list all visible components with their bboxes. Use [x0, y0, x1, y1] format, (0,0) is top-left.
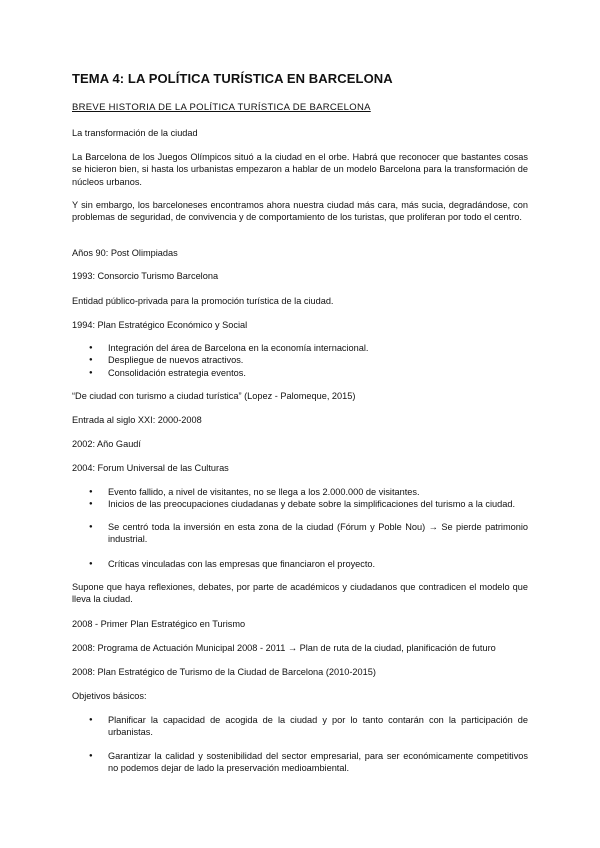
list-item: ● Se centró toda la inversión en esta zona de la ciudad (Fórum y Poble Nou) → Se pierde patrimonio industrial. [72, 521, 528, 546]
quote-line: “De ciudad con turismo a ciudad turística” (Lopez - Palomeque, 2015) [72, 391, 356, 401]
supone-paragraph: Supone que haya reflexiones, debates, por parte de académicos y ciudadanos que contradicen el modelo que lleva la ciudad. [72, 582, 528, 605]
forum-list-continued [72, 521, 528, 546]
plan-2008-line: 2008: Plan Estratégico de Turismo de la Ciudad de Barcelona (2010-2015) [72, 667, 376, 677]
list-item: ● Críticas vinculadas con las empresas que financiaron el proyecto. [72, 558, 528, 570]
plan-1994-list [72, 342, 528, 379]
objetivos-list-continued [72, 750, 528, 775]
list-item: ● Consolidación estrategia eventos. [72, 367, 528, 379]
list-item: ● Planificar la capacidad de acogida de la ciudad y por lo tanto contarán con la participación de urbanistas. [72, 714, 528, 739]
primer-plan-line: 2008 - Primer Plan Estratégico en Turismo [72, 619, 246, 629]
programa-line: 2008: Programa de Actuación Municipal 2008 - 2011 → Plan de ruta de la ciudad, planificación de futuro [72, 643, 496, 653]
gaudi-line: 2002: Año Gaudí [72, 439, 141, 449]
list-item: ● Evento fallido, a nivel de visitantes, no se llega a los 2.000.000 de visitantes. [72, 486, 528, 498]
consorcio-line: 1993: Consorcio Turismo Barcelona [72, 271, 219, 281]
list-item: ● Integración del área de Barcelona en la economía internacional. [72, 342, 528, 354]
forum-list [72, 486, 528, 511]
plan-1994-line: 1994: Plan Estratégico Económico y Social [72, 320, 248, 330]
section-heading: La transformación de la ciudad [72, 128, 198, 138]
forum-line: 2004: Forum Universal de las Culturas [72, 463, 229, 473]
list-item: ● Despliegue de nuevos atractivos. [72, 354, 528, 366]
document-title: TEMA 4: LA POLÍTICA TURÍSTICA EN BARCELONA [72, 71, 393, 86]
list-item: ● Inicios de las preocupaciones ciudadanas y debate sobre la simplificaciones del turismo a la ciudad. [72, 498, 528, 510]
forum-list-last [72, 558, 528, 570]
intro-paragraph-2: Y sin embargo, los barceloneses encontramos ahora nuestra ciudad más cara, más sucia, degradándose, con problemas de seguridad, de convivencia y de comportamiento de los turistas, que proliferan por todo el centro. [72, 200, 528, 223]
entrada-line: Entrada al siglo XXI: 2000-2008 [72, 415, 202, 425]
years-90-line: Años 90: Post Olimpiadas [72, 248, 178, 258]
section-subtitle: BREVE HISTORIA DE LA POLÍTICA TURÍSTICA DE BARCELONA [72, 102, 371, 113]
objetivos-list [72, 714, 528, 739]
list-item: ● Garantizar la calidad y sostenibilidad del sector empresarial, para ser económicamente competitivos no podemos dejar de lado la preservación medioambiental. [72, 750, 528, 775]
entidad-line: Entidad público-privada para la promoción turística de la ciudad. [72, 296, 334, 306]
objetivos-heading: Objetivos básicos: [72, 691, 147, 701]
intro-paragraph-1: La Barcelona de los Juegos Olímpicos situó a la ciudad en el orbe. Habrá que reconocer que bastantes cosas se hicieron bien, si hasta los urbanistas empezaron a hablar de un modelo Barcelona para la transformación de núcleos urbanos. [72, 152, 528, 187]
